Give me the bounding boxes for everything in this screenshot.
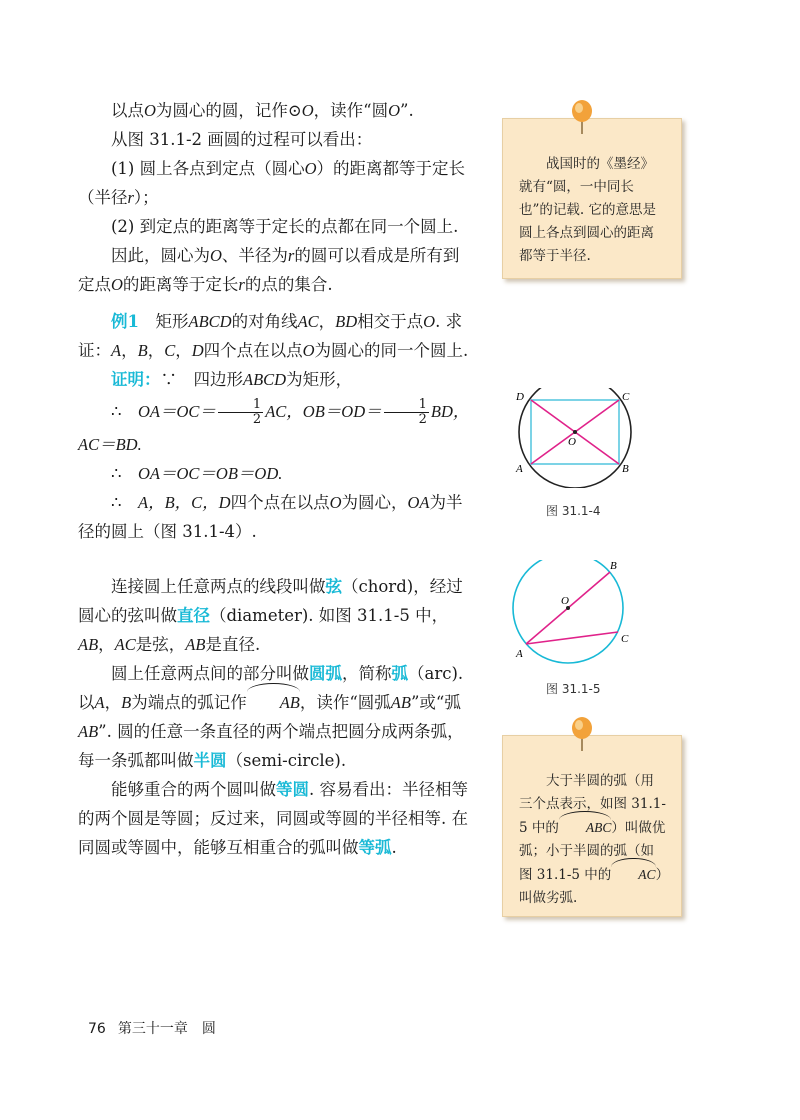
proof-equation-3: ∴ OA＝OC＝OB＝OD. — [111, 464, 283, 483]
arc-notation-abc: ABC — [559, 816, 612, 839]
center-point — [573, 430, 577, 434]
paragraph-set-definition: 因此，圆心为O、半径为r的圆可以看成是所有到定点O的距离等于定长r的点的集合. — [78, 246, 460, 294]
label-c: C — [622, 391, 630, 403]
page-number: 76 — [88, 1021, 106, 1037]
paragraph-point-2: (2) 到定点的距离等于定长的点都在同一个圆上. — [111, 217, 459, 236]
label-a: A — [516, 648, 523, 660]
term-arc: 圆弧 — [309, 664, 342, 683]
example-1: 例1 矩形ABCD的对角线AC，BD相交于点O. 求证：A，B，C，D四个点在以点O为圆心的同一个圆上. — [78, 312, 469, 360]
term-chord: 弦 — [325, 577, 342, 596]
label-b: B — [622, 463, 629, 475]
figure-caption: 图 31.1-5 — [546, 682, 601, 696]
definition-chord-diameter: 连接圆上任意两点的线段叫做弦（chord)，经过圆心的弦叫做直径（diameter). 如图 31.1-5 中，AB，AC是弦，AB是直径. — [78, 577, 463, 654]
figure-31-1-4 — [510, 388, 650, 488]
term-equal-circles: 等圆 — [276, 780, 309, 799]
arc-notation-ac: AC — [611, 863, 655, 886]
main-text — [78, 96, 473, 862]
proof-conclusion: ∴ A，B，C，D四个点在以点O为圆心，OA为半径的圆上（图 31.1-4）. — [78, 493, 463, 541]
proof-equation-2: AC＝BD. — [78, 435, 142, 454]
term-arc-short: 弧 — [391, 664, 408, 683]
side-note-mojing — [502, 118, 682, 279]
paragraph-point-1: (1) 圆上各点到定点（圆心O）的距离都等于定长（半径r）； — [78, 159, 466, 207]
label-a: A — [516, 463, 523, 475]
page-footer — [88, 1018, 216, 1038]
note-text: 大于半圆的弧（用三个点表示，如图 31.1-5 中的 ABC）叫做优弧；小于半圆的弧（如图 31.1-5 中的 AC）叫做劣弧. — [519, 773, 666, 906]
label-b: B — [610, 560, 617, 572]
definition-equal-circles: 能够重合的两个圆叫做等圆. 容易看出：半径相等的两个圆是等圆；反过来，同圆或等圆的半径相等. 在同圆或等圆中，能够互相重合的弧叫做等弧. — [78, 780, 468, 857]
paragraph-notation: 以点O为圆心的圆，记作⊙O，读作“圆O”. — [111, 101, 414, 120]
label-d: D — [516, 391, 524, 403]
definition-arc: 圆上任意两点间的部分叫做圆弧，简称弧（arc). 以A，B为端点的弧记作 AB，读作“圆弧AB”或“弧AB”. 圆的任意一条直径的两个端点把圆分成两条弧，每一条弧都叫做半圆（semi-circle). — [78, 664, 464, 770]
pin-icon — [567, 716, 597, 752]
pin-icon — [567, 99, 597, 135]
example-label: 例1 — [111, 312, 139, 331]
term-semicircle: 半圆 — [193, 751, 227, 770]
term-diameter: 直径 — [177, 606, 210, 625]
chapter-title: 第三十一章 圆 — [117, 1021, 216, 1037]
label-o: O — [561, 595, 569, 607]
fraction-half: $\frac{1}{2}$ — [218, 398, 263, 427]
figure-31-1-5 — [508, 560, 648, 670]
chord-ac — [526, 632, 618, 644]
proof-line-1: 证明：∵ 四边形ABCD为矩形， — [111, 370, 353, 389]
paragraph-intro: 从图 31.1-2 画圆的过程可以看出： — [111, 130, 373, 149]
figure-caption: 图 31.1-4 — [546, 504, 601, 518]
label-o: O — [568, 436, 576, 448]
proof-equation-1: ∴ OA＝OC＝ $\frac{1}{2}$ AC，OB＝OD＝ $\frac{1}{2}$ BD， — [111, 397, 470, 427]
term-equal-arcs: 等弧 — [358, 838, 392, 857]
proof-label: 证明： — [111, 370, 161, 389]
arc-notation-ab: AB — [247, 688, 300, 717]
fraction-half: $\frac{1}{2}$ — [384, 398, 429, 427]
label-c: C — [621, 633, 629, 645]
side-note-major-minor-arc — [502, 735, 682, 917]
note-text: 战国时的《墨经》就有“圆，一中同长也”的记载. 它的意思是圆上各点到圆心的距离都等于半径. — [519, 156, 656, 264]
